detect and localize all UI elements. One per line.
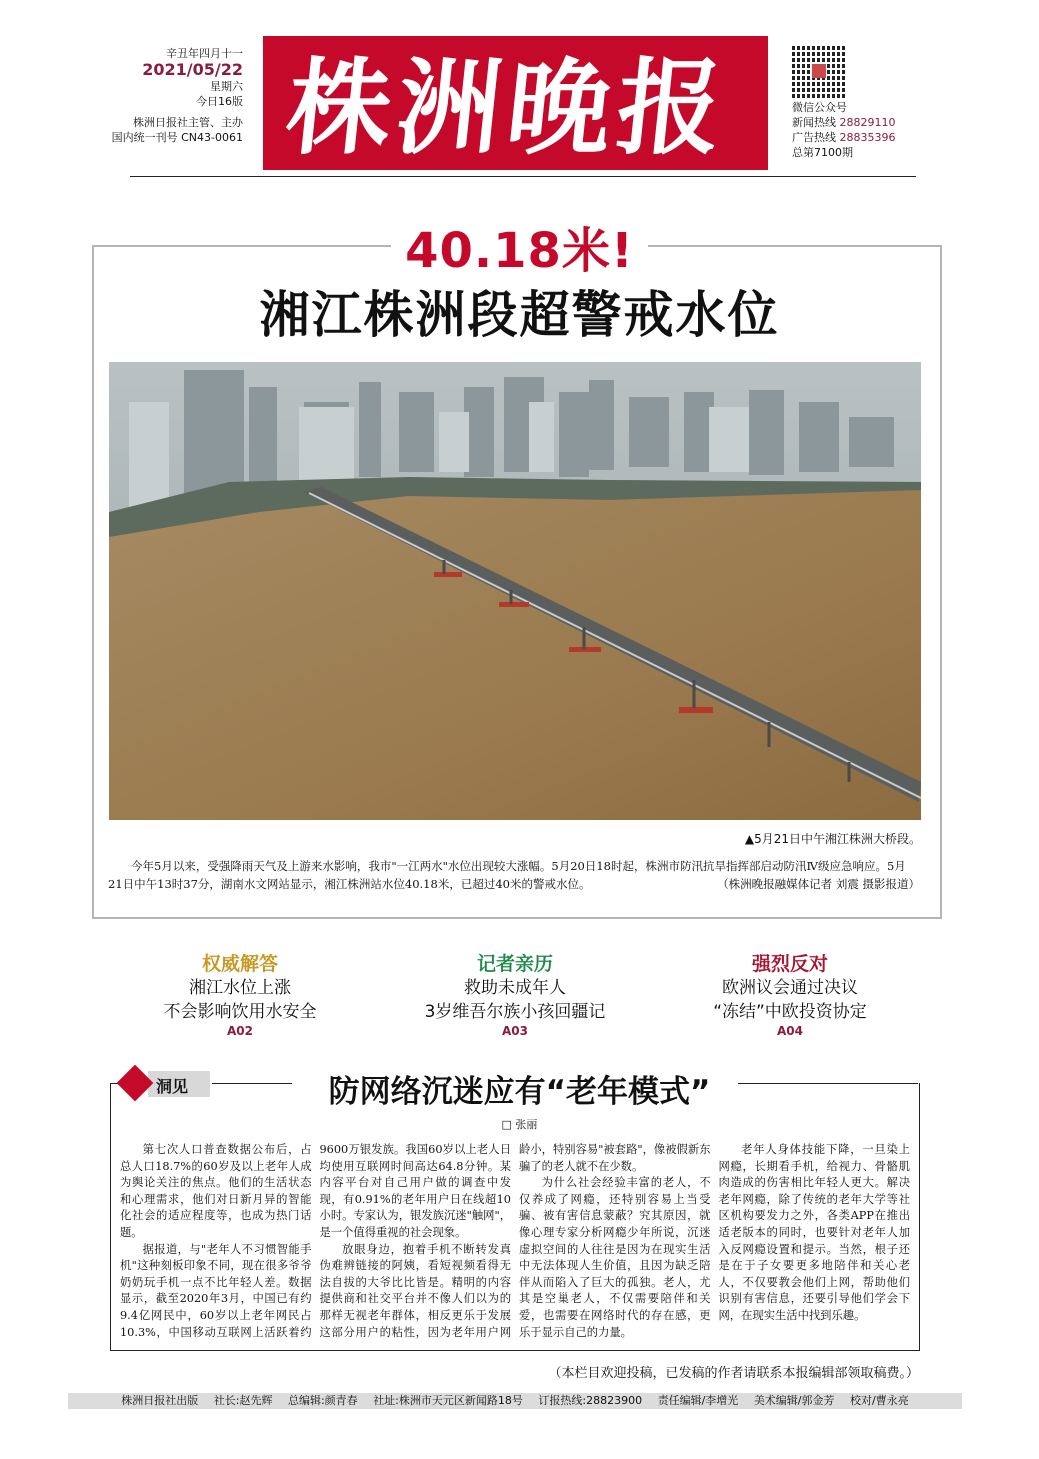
lunar-date: 辛丑年四月十一 [166, 47, 243, 60]
footer-item: 株洲日报社出版 [121, 1394, 199, 1407]
teaser-title: 湘江水位上涨 [189, 978, 291, 998]
lead-body-text: 今年5月以来，受强降雨天气及上游来水影响，我市"一江两水"水位出现较大涨幅。5月20日18时起，株洲市防汛抗旱指挥部启动防汛Ⅳ级应急响应。5月21日中午13时37分，湖南水文网站显示，湘江株洲站水位40.18米，已超过40米的警戒水位。 [108, 859, 906, 891]
column-paragraph: 第七次人口普查数据公布后，占总人口18.7%的60岁及以上老年人成为舆论关注的焦点。他们的生活状态和心理需求，他们对日新月异的智能化社会的适应程度等，也成为热门话题。 [120, 1143, 312, 1239]
column-paragraph: 老年人身体技能下降，一旦染上网瘾，长期看手机，给视力、骨骼肌肉造成的伤害相比年轻人更大。解决老年网瘾，除了传统的老年大学等社区机构要发力之外，各类APP在推出适老版本的同时，也要针对老年人加入反网瘾设置和提示。当然，根子还是在于子女要更多地陪伴和关心老人，不仅要教会他们上网，帮助他们识别有害信息，还要引导他们学会下网，在现实生活中找到乐趣。 [718, 1143, 910, 1322]
column-paragraph: 据报道，与"老年人不习惯智能手机"这种刻板印象不同，现在很多爷爷奶奶玩手机一点不比年轻人差。数据显示，截至2020年3月，中国已有约9.4亿网民中，60岁以上老年网民占10.3%，中国移动互联网上活跃着约9600万银发族。我国60岁以上老人日均使用互联网时间高达64.8分钟。某内容平台对自己用户做的调查中发现，有0.91%的老年用户日在线超10小时。专家认为，银发族沉迷"触网"，是一个值得重视的社会现象。 [120, 1143, 511, 1339]
flood-bridge-photo [109, 362, 921, 820]
lead-headline [0, 212, 1039, 281]
masthead-logo [263, 36, 768, 170]
teaser-title: 欧洲议会通过决议 [722, 978, 858, 998]
masthead-left-info [100, 46, 243, 145]
publisher: 株洲日报社主管、主办 [133, 116, 243, 129]
column-tag-label: 洞见 [156, 1077, 189, 1096]
teaser-kicker: 记者亲历 [476, 953, 553, 975]
teaser-a03[interactable] [375, 952, 655, 1038]
column-headline: 防网络沉迷应有“老年模式” [328, 1074, 711, 1110]
wechat-label: 微信公众号 [792, 101, 847, 114]
teaser-title: 不会影响饮用水安全 [163, 1002, 317, 1022]
lead-subhead: 湘江株洲段超警戒水位 [259, 286, 780, 344]
column-body [120, 1142, 910, 1342]
teaser-title: 3岁维吾尔族小孩回疆记 [424, 1002, 606, 1022]
ad-hotline: 28835396 [839, 131, 896, 144]
headline-text: 40.18米! [391, 223, 648, 279]
news-hotline-label: 新闻热线 [792, 116, 836, 129]
footer-item: 社址:株洲市天元区新闻路18号 [373, 1394, 523, 1407]
issn: 国内统一刊号 CN43-0061 [111, 131, 243, 144]
issue-number: 总第7100期 [792, 146, 853, 159]
teaser-a04[interactable] [650, 952, 930, 1038]
footer-item: 订报热线:28823900 [538, 1394, 643, 1407]
weekday: 星期六 [210, 80, 243, 93]
submission-note: （本栏目欢迎投稿，已发稿的作者请联系本报编辑部领取稿费。） [548, 1366, 919, 1381]
svg-text:株洲晚报: 株洲晚报 [281, 46, 734, 169]
footer-bar [68, 1393, 962, 1409]
qr-code-icon [792, 44, 846, 98]
masthead-rule [130, 176, 916, 177]
footer-item: 美术编辑/郭金芳 [753, 1394, 835, 1407]
teaser-kicker: 强烈反对 [751, 953, 828, 975]
footer-item: 社长:赵先辉 [213, 1394, 273, 1407]
footer-item: 责任编辑/李增光 [657, 1394, 739, 1407]
teaser-title: 救助未成年人 [464, 978, 566, 998]
teaser-a02[interactable] [100, 952, 380, 1038]
page-count: 今日16版 [196, 95, 243, 108]
teaser-page: A02 [227, 1024, 253, 1038]
footer-item: 校对/曹永亮 [850, 1394, 909, 1407]
issue-date: 2021/05/22 [142, 60, 243, 79]
teaser-kicker: 权威解答 [201, 953, 278, 975]
lead-body [108, 857, 920, 893]
lead-credit: （株洲晚报融媒体记者 刘震 摄影报道） [717, 877, 920, 891]
column-paragraph: 为什么社会经验丰富的老人，不仅养成了网瘾，还特别容易上当受骗、被有害信息蒙蔽？究其原因，就像心理专家分析网瘾少年所说，沉迷虚拟空间的人往往是因为在现实生活中无法体现人生价值，且因为缺乏陪伴从而陷入了巨大的孤独。老人，尤其是空巢老人，不仅需要陪伴和关爱，也需要在网络时代的存在感，更乐于显示自己的力量。 [519, 1176, 711, 1339]
teaser-title: “冻结”中欧投资协定 [713, 1002, 867, 1022]
news-hotline: 28829110 [839, 116, 896, 129]
photo-caption: ▲5月21日中午湘江株洲大桥段。 [744, 832, 921, 846]
teaser-page: A03 [502, 1024, 528, 1038]
ad-hotline-label: 广告热线 [792, 131, 836, 144]
column-byline: □ 张丽 [501, 1118, 538, 1131]
column-paragraph: 放眼身边，抱着手机不断转发真伪难辨链接的阿姨，看短视频看得无法自拔的大爷比比皆是。精明的内容提供商和社交平台并不像人们以为的那样无视老年群体，相反更乐于发展这部分用户的粘性，因为老年用户网龄小，特别容易"被套路"，像被假新东骗了的老人就不在少数。 [319, 1143, 711, 1339]
teaser-page: A04 [777, 1024, 803, 1038]
footer-item: 总编辑:颜青春 [287, 1394, 358, 1407]
masthead-right-info [792, 44, 896, 160]
